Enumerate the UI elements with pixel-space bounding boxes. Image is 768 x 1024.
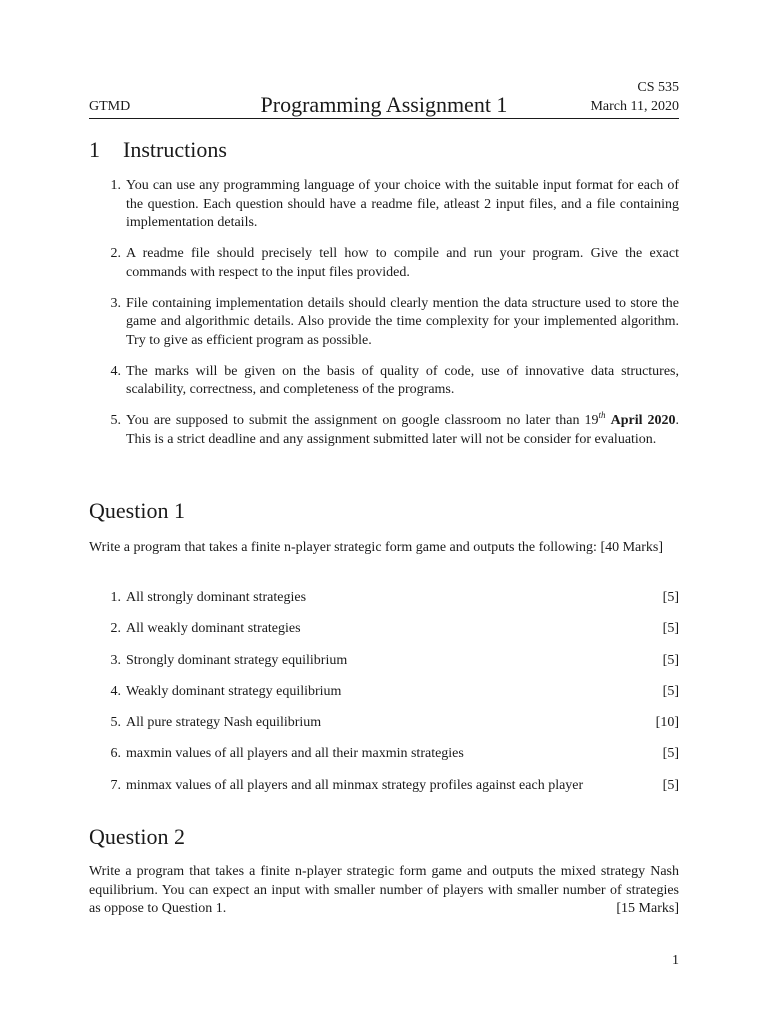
section-number: 1	[89, 137, 100, 162]
instructions-heading	[89, 137, 227, 163]
item-marks: [10]	[655, 715, 679, 731]
item-text: The marks will be given on the basis of quality of code, use of innovative data structures, scalability, correctness, and completeness of the programs.	[126, 363, 679, 397]
item-marks: [5]	[662, 621, 679, 637]
item-marker: 3.	[110, 652, 121, 668]
list-item	[89, 652, 679, 671]
instructions-list	[89, 177, 679, 462]
item-text: Weakly dominant strategy equilibrium	[126, 683, 342, 699]
item-marker: 4.	[110, 683, 121, 699]
item-text-after: . This is a strict deadline and any assignment submitted later will not be consider for evaluation.	[126, 413, 680, 447]
list-item	[89, 177, 679, 233]
question1-list	[89, 589, 679, 808]
item-text: A readme file should precisely tell how to compile and run your program. Give the exact commands with respect to the input files provided.	[126, 246, 679, 280]
section-title: Instructions	[123, 137, 227, 162]
question2-body: Write a program that takes a finite n-player strategic form game and outputs the mixed strategy Nash equilibrium. You can expect an input with smaller number of players with smaller number of strategies as oppose to Question 1.	[89, 864, 679, 916]
item-marker: 6.	[110, 746, 121, 762]
item-text: maxmin values of all players and all their maxmin strategies	[126, 746, 464, 762]
item-marker: 4.	[110, 363, 121, 379]
list-item	[89, 245, 679, 282]
question2-marks: [15 Marks]	[616, 901, 679, 916]
question2-text	[89, 863, 679, 919]
question1-intro: Write a program that takes a finite n-player strategic form game and outputs the following: [40 Marks]	[89, 540, 664, 555]
question2-heading: Question 2	[89, 824, 185, 849]
header-left-label: GTMD	[89, 99, 131, 114]
list-item	[89, 363, 679, 400]
item-text-before: You are supposed to submit the assignment on google classroom no later than 19	[126, 413, 599, 428]
item-marker: 7.	[110, 777, 121, 793]
list-item	[89, 777, 679, 796]
item-marks: [5]	[662, 590, 679, 605]
list-item	[89, 620, 679, 639]
item-text: minmax values of all players and all minmax strategy profiles against each player	[126, 777, 584, 793]
list-item	[89, 683, 679, 702]
superscript: th	[598, 410, 606, 420]
course-code: CS 535	[637, 80, 679, 95]
header-date: March 11, 2020	[590, 99, 679, 114]
list-item	[89, 714, 679, 733]
item-text: Strongly dominant strategy equilibrium	[126, 652, 348, 668]
item-marks: [5]	[662, 683, 679, 699]
item-marker: 5.	[110, 413, 121, 428]
item-text: You can use any programming language of your choice with the suitable input format for each of the question. Each question should have a readme file, atleast 2 input files, and a file containing implementation details.	[126, 178, 679, 230]
item-marks: [5]	[662, 746, 679, 762]
item-marker: 3.	[110, 295, 121, 311]
list-item	[89, 295, 679, 351]
item-text: All pure strategy Nash equilibrium	[126, 715, 322, 731]
list-item	[89, 745, 679, 764]
item-marker: 5.	[110, 715, 121, 731]
item-marks: [5]	[662, 777, 679, 793]
list-item	[89, 412, 679, 449]
item-marker: 2.	[110, 246, 121, 261]
list-item	[89, 589, 679, 608]
item-marker: 1.	[110, 178, 121, 193]
assignment-title: Programming Assignment 1	[260, 92, 508, 117]
item-text: All strongly dominant strategies	[126, 590, 307, 605]
question1-heading: Question 1	[89, 498, 185, 523]
item-marker: 2.	[110, 621, 121, 637]
header-rule	[89, 118, 679, 119]
item-marks: [5]	[662, 652, 679, 668]
page-number: 1	[672, 953, 679, 968]
deadline-date: April 2020	[610, 413, 676, 428]
item-text: File containing implementation details should clearly mention the data structure used to store the game and algorithmic details. Also provide the time complexity for your implemented algorithm. Try to give as efficient program as possible.	[126, 295, 679, 348]
item-marker: 1.	[110, 590, 121, 605]
item-text: All weakly dominant strategies	[126, 621, 301, 637]
